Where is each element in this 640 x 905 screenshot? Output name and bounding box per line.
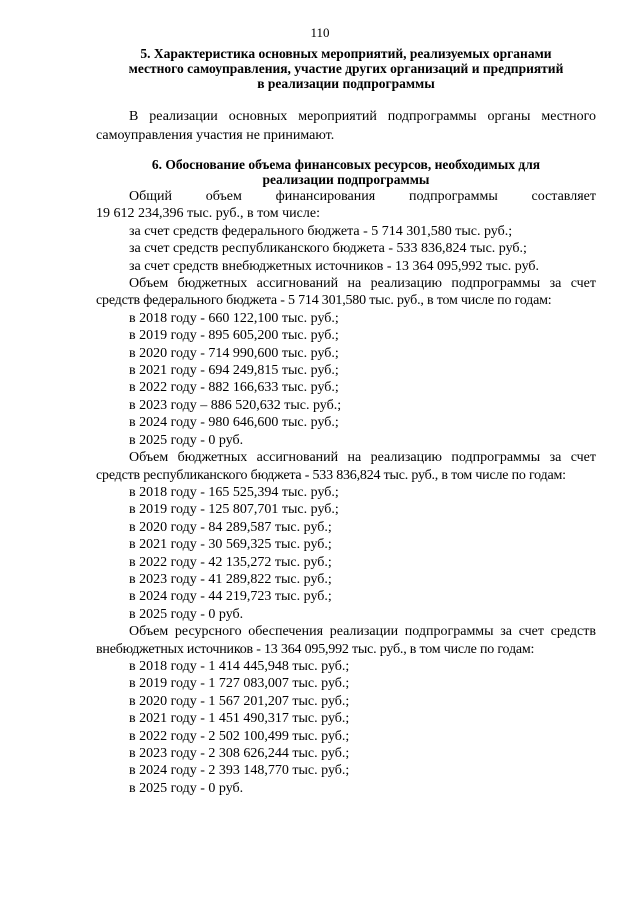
republican-intro-line: средств республиканского бюджета - 533 836,824 тыс. руб., в том числе по годам: — [96, 467, 566, 483]
federal-year-line: в 2020 году - 714 990,600 тыс. руб.; — [129, 345, 339, 361]
section-5-paragraph — [96, 107, 596, 145]
extrabudgetary-year-line: в 2021 году - 1 451 490,317 тыс. руб.; — [129, 711, 350, 727]
extrabudgetary-year-line: в 2022 году - 2 502 100,499 тыс. руб.; — [129, 728, 350, 744]
federal-year-line: в 2023 году – 886 520,632 тыс. руб.; — [129, 397, 342, 413]
heading-line: 6. Обоснование объема финансовых ресурсов, необходимых для — [151, 157, 541, 172]
paragraph-line: В реализации основных мероприятий подпрограммы органы местного — [129, 109, 596, 124]
extrabudgetary-year-line: в 2018 году - 1 414 445,948 тыс. руб.; — [129, 658, 350, 674]
section-6-body — [96, 188, 596, 797]
republican-year-line: в 2022 году - 42 135,272 тыс. руб.; — [129, 554, 332, 570]
page-number: 110 — [310, 25, 330, 40]
extrabudgetary-intro-line: внебюджетных источников - 13 364 095,992 тыс. руб., в том числе по годам: — [96, 641, 535, 657]
heading-line: 5. Характеристика основных мероприятий, реализуемых органами — [140, 46, 552, 61]
extrabudgetary-year-line: в 2019 году - 1 727 083,007 тыс. руб.; — [129, 676, 350, 692]
republican-intro-line: Объем бюджетных ассигнований на реализацию подпрограммы за счет — [129, 450, 596, 466]
federal-intro-line: Объем бюджетных ассигнований на реализацию подпрограммы за счет — [129, 276, 596, 292]
extrabudgetary-year-line: в 2025 году - 0 руб. — [129, 780, 244, 796]
heading-line: местного самоуправления, участие других организаций и предприятий — [128, 61, 564, 76]
extrabudgetary-year-line: в 2024 году - 2 393 148,770 тыс. руб.; — [129, 763, 350, 779]
federal-year-line: в 2021 году - 694 249,815 тыс. руб.; — [129, 363, 339, 379]
federal-year-line: в 2022 году - 882 166,633 тыс. руб.; — [129, 380, 339, 396]
federal-intro-line: средств федерального бюджета - 5 714 301,580 тыс. руб., в том числе по годам: — [96, 293, 552, 309]
federal-year-line: в 2025 году - 0 руб. — [129, 432, 244, 448]
republican-year-line: в 2023 году - 41 289,822 тыс. руб.; — [129, 571, 332, 587]
source-line: за счет средств внебюджетных источников - 13 364 095,992 тыс. руб. — [129, 258, 540, 274]
republican-year-line: в 2019 году - 125 807,701 тыс. руб.; — [129, 502, 339, 518]
federal-year-line: в 2019 году - 895 605,200 тыс. руб.; — [129, 328, 339, 344]
total-line: Общий объем финансирования подпрограммы составляет — [129, 189, 596, 204]
source-line: за счет средств республиканского бюджета - 533 836,824 тыс. руб.; — [129, 241, 527, 257]
section-6-heading — [96, 157, 596, 187]
heading-line: в реализации подпрограммы — [257, 76, 435, 91]
republican-year-line: в 2024 году - 44 219,723 тыс. руб.; — [129, 589, 332, 605]
extrabudgetary-intro-line: Объем ресурсного обеспечения реализации подпрограммы за счет средств — [129, 624, 596, 640]
republican-year-line: в 2021 году - 30 569,325 тыс. руб.; — [129, 537, 332, 553]
federal-year-line: в 2018 году - 660 122,100 тыс. руб.; — [129, 310, 339, 326]
extrabudgetary-year-line: в 2020 году - 1 567 201,207 тыс. руб.; — [129, 693, 350, 709]
republican-year-line: в 2025 году - 0 руб. — [129, 606, 244, 622]
section-5-heading — [96, 46, 596, 91]
heading-line: реализации подпрограммы — [262, 172, 430, 187]
extrabudgetary-year-line: в 2023 году - 2 308 626,244 тыс. руб.; — [129, 746, 350, 761]
paragraph-line: самоуправления участия не принимают. — [96, 128, 335, 143]
total-line: 19 612 234,396 тыс. руб., в том числе: — [96, 206, 320, 222]
republican-year-line: в 2020 году - 84 289,587 тыс. руб.; — [129, 519, 332, 535]
republican-year-line: в 2018 году - 165 525,394 тыс. руб.; — [129, 484, 339, 500]
source-line: за счет средств федерального бюджета - 5 714 301,580 тыс. руб.; — [129, 223, 513, 239]
federal-year-line: в 2024 году - 980 646,600 тыс. руб.; — [129, 415, 339, 431]
